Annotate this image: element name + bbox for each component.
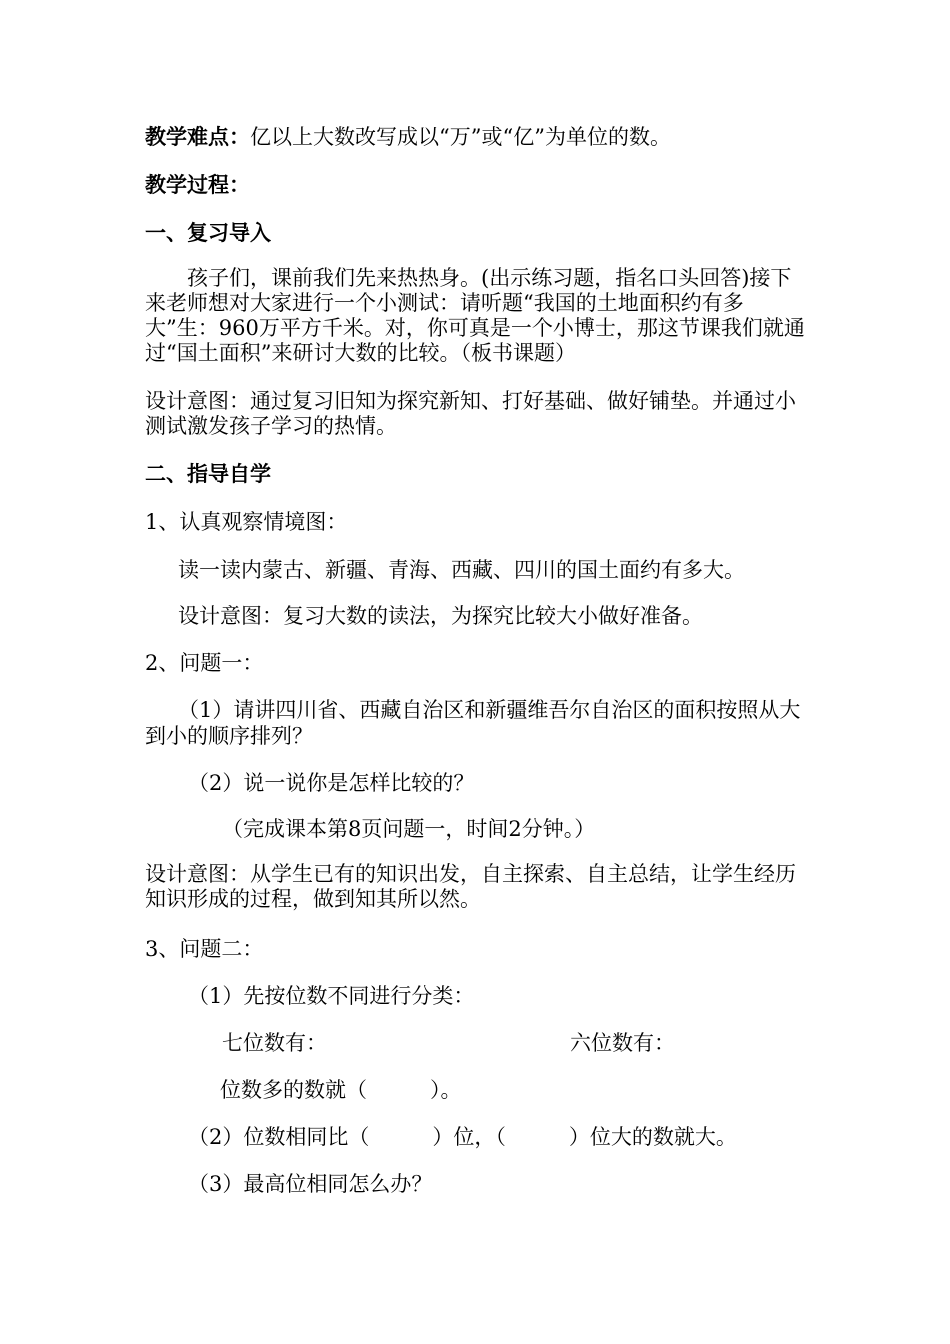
section1-paragraph: 孩子们，课前我们先来热热身。(出示练习题，指名口头回答)接下来老师想对大家进行一个小测试：请听题“我国的土地面积约有多大”生：960万平方千米。对，你可真是一个小博士，那这节课我们就通过“国土面积”来研讨大数的比较。（板书课题） (145, 266, 805, 365)
item2-note: （完成课本第8页问题一，时间2分钟。） (222, 817, 596, 841)
item2-design-intent: 设计意图：从学生已有的知识出发，自主探索、自主总结，让学生经历知识形成的过程，做到知其所以然。 (145, 862, 796, 911)
item3-six-digit: 六位数有： (570, 1031, 675, 1055)
item1-design-intent: 设计意图：复习大数的读法，为探究比较大小做好准备。 (178, 604, 703, 628)
item3-question-two: 3、问题二： (145, 937, 264, 961)
item3-q1: （1）先按位数不同进行分类： (188, 984, 475, 1008)
item2-q2: （2）说一说你是怎样比较的？ (188, 771, 475, 795)
difficulty-text: 亿以上大数改写成以“万”或“亿”为单位的数。 (250, 125, 671, 149)
teaching-difficulty (145, 124, 810, 150)
section1-design-intent: 设计意图：通过复习旧知为探究新知、打好基础、做好铺垫。并通过小测试激发孩子学习的热情。 (145, 389, 796, 438)
section2-heading: 二、指导自学 (145, 461, 271, 486)
difficulty-label: 教学难点： (145, 124, 250, 149)
item2-q1: （1）请讲四川省、西藏自治区和新疆维吾尔自治区的面积按照从大到小的顺序排列？ (145, 698, 801, 748)
item1-observe: 1、认真观察情境图： (145, 510, 348, 534)
item1-read: 读一读内蒙古、新疆、青海、西藏、四川的国土面约有多大。 (178, 558, 745, 582)
item3-seven-digit: 七位数有： (222, 1031, 327, 1055)
item2-question-one: 2、问题一： (145, 651, 264, 675)
process-heading: 教学过程： (145, 172, 250, 197)
section1-heading: 一、复习导入 (145, 220, 271, 245)
item3-more-digits: 位数多的数就（ ）。 (220, 1078, 462, 1102)
item3-q2: （2）位数相同比（ ）位，（ ）位大的数就大。 (188, 1125, 737, 1149)
item3-q3: （3）最高位相同怎么办？ (188, 1172, 433, 1196)
